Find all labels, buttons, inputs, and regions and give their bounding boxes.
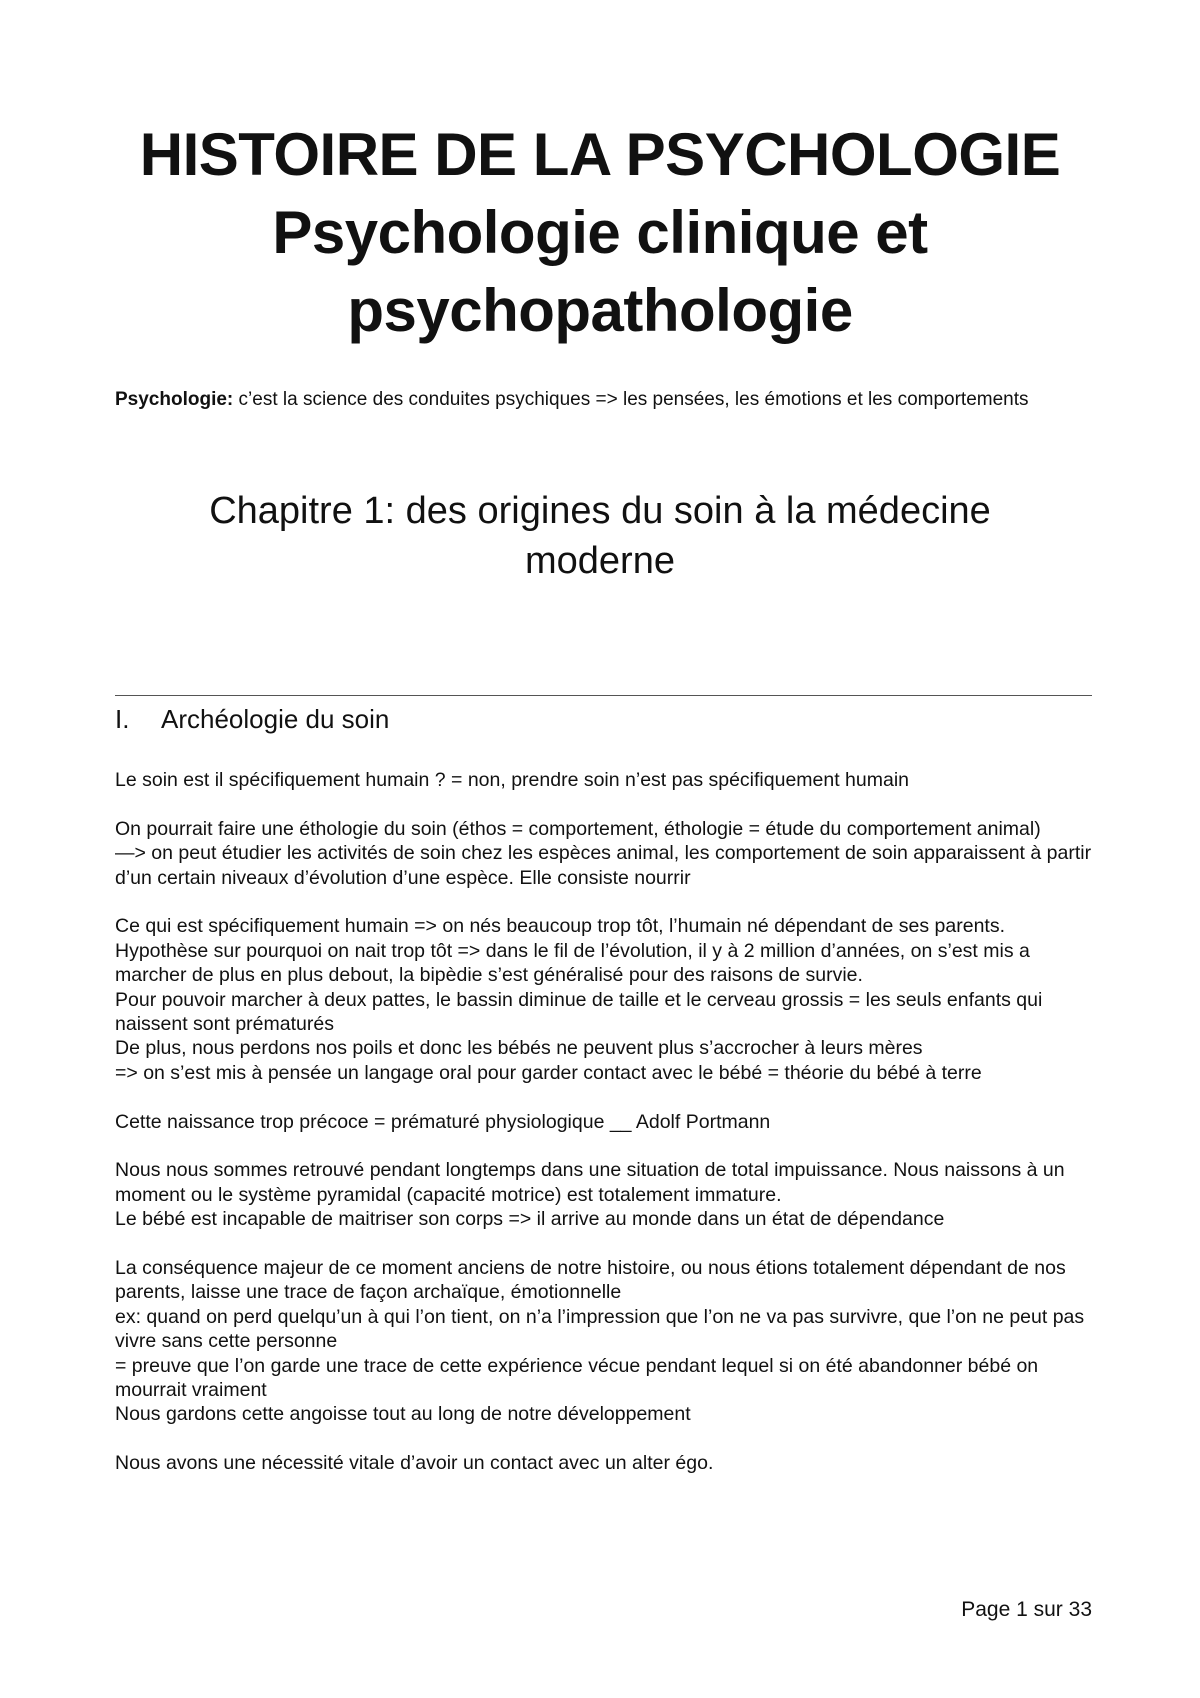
body-paragraph (115, 1451, 1095, 1475)
document-title (100, 116, 1100, 350)
paragraph-line: Le bébé est incapable de maitriser son corps => il arrive au monde dans un état de dépendance (115, 1208, 945, 1231)
paragraph-line: Hypothèse sur pourquoi on nait trop tôt => dans le fil de l’évolution, il y à 2 million d’années, on s’est mis a marcher de plus en plus debout, la bipèdie s’est généralisé pour des raisons de survie. (115, 939, 1030, 987)
body-paragraph (115, 1158, 1095, 1231)
definition-term: Psychologie: (115, 389, 234, 410)
section-number: I. (115, 704, 130, 734)
paragraph-line: Ce qui est spécifiquement humain => on nés beaucoup trop tôt, l’humain né dépendant de ses parents. (115, 915, 1006, 938)
paragraph-line: = preuve que l’on garde une trace de cette expérience vécue pendant lequel si on été abandonner bébé on mourrait vraiment (115, 1354, 1039, 1402)
definition-paragraph (115, 388, 1090, 412)
chapter-line-1: Chapitre 1: des origines du soin à la médecine (209, 490, 991, 532)
paragraph-line: —> on peut étudier les activités de soin chez les espèces animal, les comportement de soin apparaissent à partir d’un certain niveaux d’évolution d’une espèce. Elle consiste nourrir (115, 842, 1092, 889)
paragraph-line: Nous gardons cette angoisse tout au long de notre développement (115, 1403, 691, 1426)
title-line-2: Psychologie clinique et (272, 199, 928, 266)
body-paragraph (115, 817, 1095, 890)
section-divider (115, 695, 1092, 696)
paragraph-line: Nous nous sommes retrouvé pendant longtemps dans une situation de total impuissance. Nous naissons à un moment ou le système pyramidal (capacité motrice) est totalement immature. (115, 1159, 1065, 1206)
chapter-line-2: moderne (525, 540, 675, 582)
paragraph-line: La conséquence majeur de ce moment anciens de notre histoire, ou nous étions totalement dépendant de nos parents, laisse une trace de façon archaïque, émotionnelle (115, 1257, 1066, 1304)
paragraph-line: Pour pouvoir marcher à deux pattes, le bassin diminue de taille et le cerveau grossis = les seuls enfants qui naissent sont prématurés (115, 988, 1043, 1036)
paragraph-line: Nous avons une nécessité vitale d’avoir un contact avec un alter égo. (115, 1452, 714, 1475)
section-title: Archéologie du soin (161, 704, 390, 734)
definition-text: c’est la science des conduites psychiques => les pensées, les émotions et les comportements (233, 389, 1029, 410)
paragraph-line: => on s’est mis à pensée un langage oral pour garder contact avec le bébé = théorie du bébé à terre (115, 1061, 982, 1084)
paragraph-line: Cette naissance trop précoce = prématuré physiologique __ Adolf Portmann (115, 1110, 771, 1133)
title-line-1: HISTOIRE DE LA PSYCHOLOGIE (139, 121, 1061, 188)
paragraph-line: Le soin est il spécifiquement humain ? = non, prendre soin n’est pas spécifiquement humain (115, 769, 910, 791)
body-paragraph (115, 1110, 1095, 1134)
chapter-heading (100, 486, 1100, 586)
body-paragraph (115, 768, 1095, 792)
paragraph-line: De plus, nous perdons nos poils et donc les bébés ne peuvent plus s’accrocher à leurs mères (115, 1037, 923, 1060)
body-paragraph (115, 1256, 1095, 1427)
page-number: Page 1 sur 33 (961, 1598, 1092, 1621)
paragraph-line: ex: quand on perd quelqu’un à qui l’on tient, on n’a l’impression que l’on ne va pas survivre, que l’on ne peut pas vivre sans cette personne (115, 1305, 1085, 1353)
title-line-3: psychopathologie (347, 277, 853, 344)
body-paragraph (115, 914, 1095, 1085)
section-heading (115, 702, 389, 736)
paragraph-line: On pourrait faire une éthologie du soin (éthos = comportement, éthologie = étude du comportement animal) (115, 817, 1041, 840)
body-text (115, 768, 1095, 1500)
